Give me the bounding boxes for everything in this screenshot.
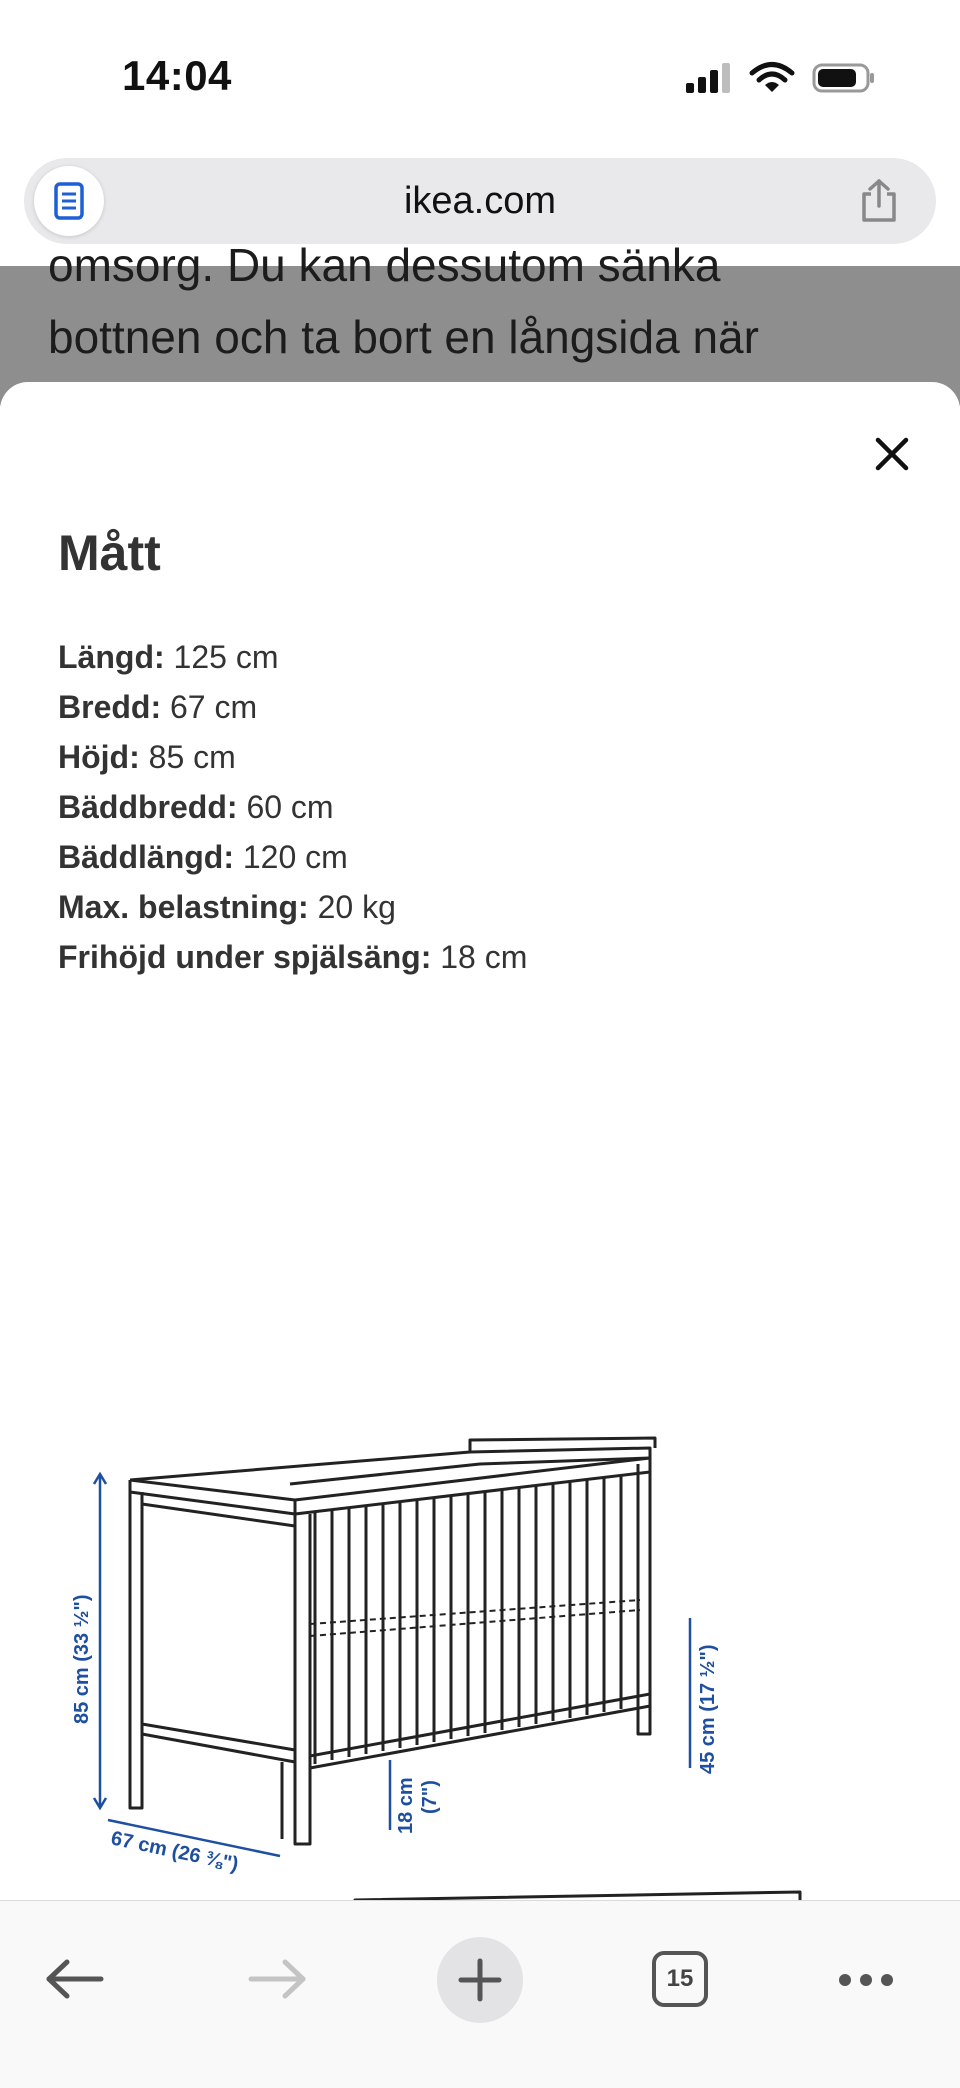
- close-icon: [874, 436, 910, 472]
- clearance-dimension-label: 18 cm: [395, 1777, 417, 1834]
- status-time: 14:04: [122, 52, 232, 99]
- new-tab-button[interactable]: [437, 1937, 523, 2023]
- cellular-signal-icon: [686, 63, 732, 93]
- bed-height-dimension-label: 45 cm (17 ½"): [697, 1644, 719, 1774]
- status-bar: [0, 0, 960, 150]
- dimension-value: 18 cm: [440, 939, 528, 975]
- crib-dimension-diagram: [60, 1044, 910, 1884]
- dimension-value: 20 kg: [317, 889, 396, 925]
- page-behind-text: omsorg. Du kan dessutom sänka: [48, 239, 721, 291]
- dimension-row: [58, 782, 527, 832]
- wifi-icon: [750, 62, 794, 94]
- dimension-row: [58, 732, 527, 782]
- dimension-list: [58, 632, 527, 982]
- sheet-title: Mått: [58, 525, 161, 581]
- share-button[interactable]: [852, 174, 906, 228]
- dimension-label: Höjd:: [58, 739, 140, 775]
- dimension-row: [58, 932, 527, 982]
- arrow-left-icon: [45, 1959, 105, 1999]
- close-button[interactable]: [864, 426, 920, 482]
- dimension-label: Max. belastning:: [58, 889, 309, 925]
- more-dots-icon: [838, 1973, 894, 1987]
- dimension-value: 67 cm: [170, 689, 258, 725]
- dimension-value: 60 cm: [246, 789, 334, 825]
- forward-button[interactable]: [242, 1951, 312, 2007]
- plus-icon: [458, 1958, 502, 2002]
- status-icons: [686, 58, 876, 98]
- arrow-right-icon: [247, 1959, 307, 1999]
- share-icon: [858, 178, 900, 224]
- dimension-label: Frihöjd under spjälsäng:: [58, 939, 432, 975]
- dimension-label: Bäddlängd:: [58, 839, 234, 875]
- dimension-value: 85 cm: [148, 739, 236, 775]
- back-button[interactable]: [40, 1951, 110, 2007]
- address-bar[interactable]: [24, 158, 936, 244]
- browser-toolbar: [0, 1900, 960, 2088]
- dimension-row: [58, 832, 527, 882]
- battery-icon: [812, 62, 876, 94]
- url-text[interactable]: ikea.com: [403, 180, 557, 222]
- more-button[interactable]: [836, 1955, 896, 2005]
- dimension-row: [58, 882, 527, 932]
- dimension-label: Bäddbredd:: [58, 789, 238, 825]
- dimensions-sheet: [0, 382, 960, 1902]
- dimension-value: 120 cm: [242, 839, 348, 875]
- height-dimension-label: 85 cm (33 ½"): [71, 1594, 93, 1724]
- dimension-row: [58, 632, 527, 682]
- depth-dimension-label: 67 cm (26 ⅜"): [108, 1827, 241, 1876]
- page-behind-text: bottnen och ta bort en långsida när: [48, 311, 759, 363]
- clearance-dimension-label-sub: (7"): [419, 1780, 441, 1814]
- dimension-label: Längd:: [58, 639, 165, 675]
- tab-count-button[interactable]: 15: [652, 1951, 708, 2007]
- dimension-row: [58, 682, 527, 732]
- dimension-label: Bredd:: [58, 689, 162, 725]
- dimension-value: 125 cm: [173, 639, 279, 675]
